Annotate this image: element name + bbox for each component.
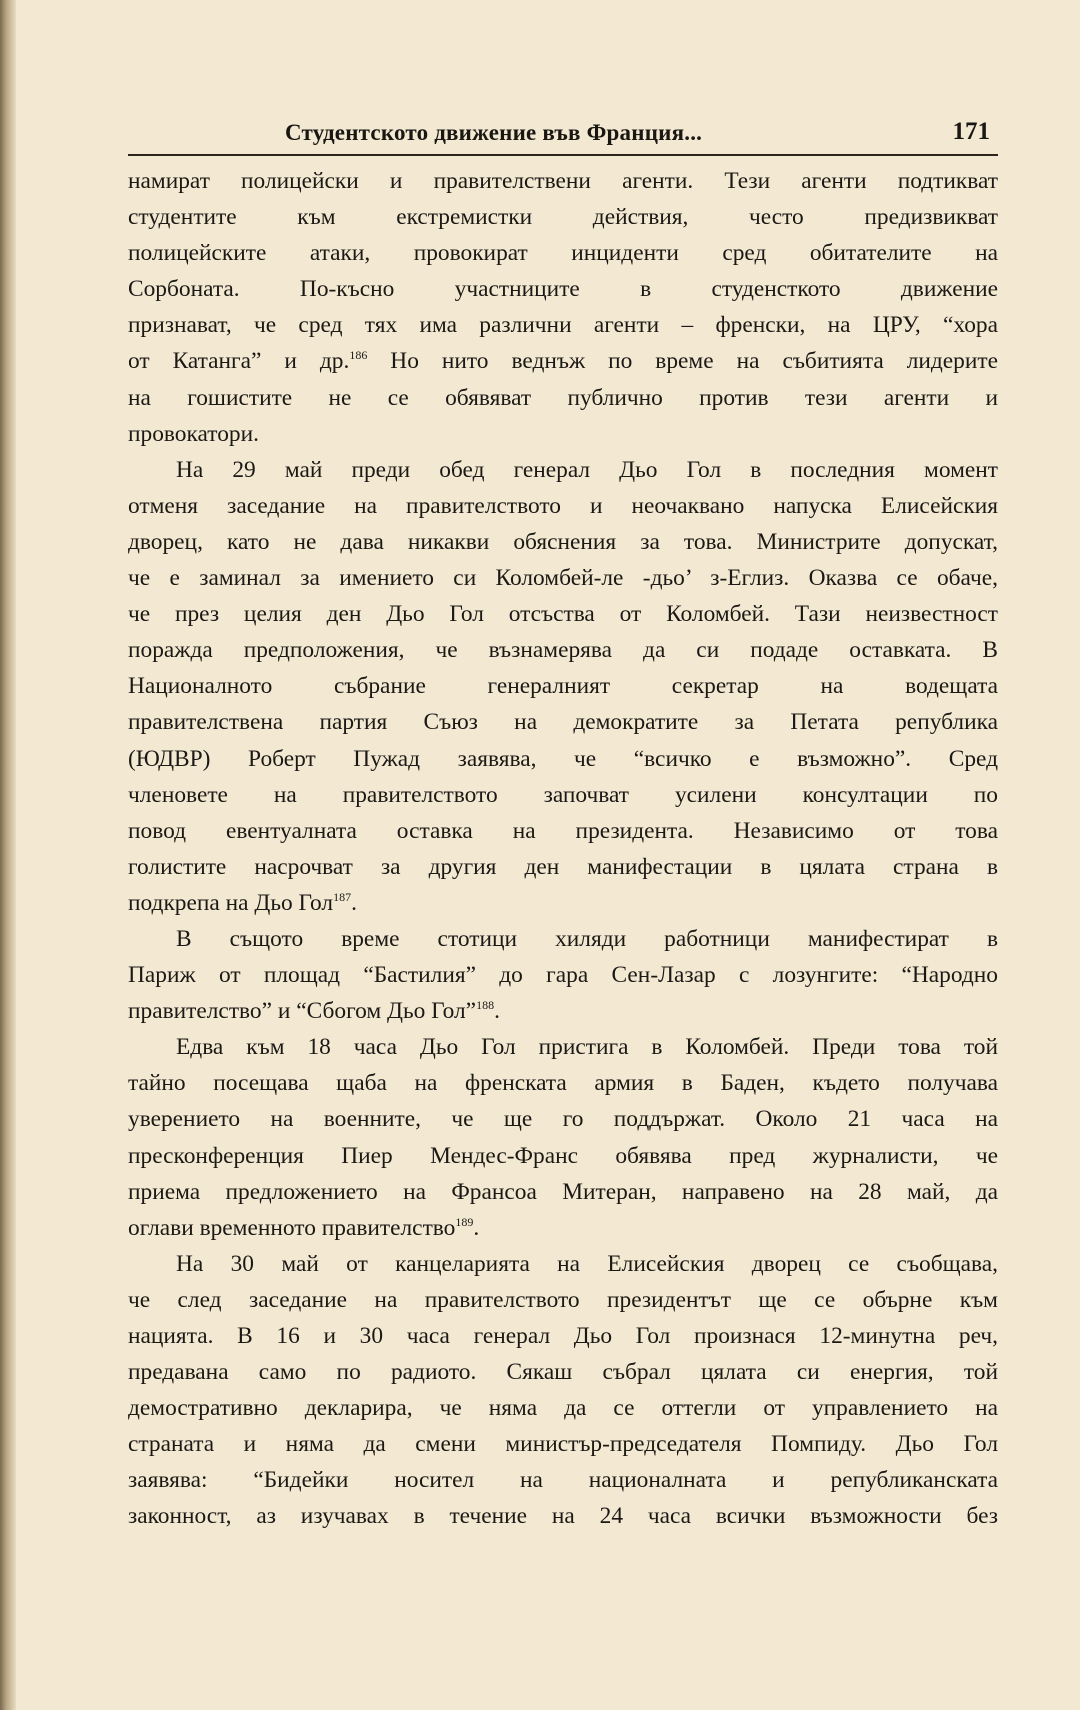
line-text: на гошистите не се обявяват публично против тези агенти и [128, 384, 998, 411]
line-text: Сорбоната. По-късно участниците в студенсткото движение [128, 276, 998, 303]
line-text-after: . [351, 889, 357, 916]
text-line [128, 1318, 998, 1354]
text-line [128, 199, 998, 235]
line-text: че през целия ден Дьо Гол отсъства от Коломбей. Тази неизвестност [128, 601, 998, 628]
text-line [128, 1029, 998, 1065]
text-line [128, 343, 998, 379]
text-line [128, 416, 998, 452]
text-line [128, 1210, 998, 1246]
text-line [128, 235, 998, 271]
text-line [128, 1354, 998, 1390]
line-text: поражда предположения, че възнамерява да си подаде оставката. В [128, 637, 998, 664]
line-text: голистите насрочват за другия ден манифестации в цялата страна в [128, 853, 998, 880]
line-text: предавана само по радиото. Сякаш събрал цялата си енергия, той [128, 1359, 998, 1386]
line-text: отменя заседание на правителството и неочаквано напуска Елисейския [128, 492, 998, 519]
line-text: признават, че сред тях има различни агенти – френски, на ЦРУ, “хора [128, 312, 998, 339]
text-line [128, 307, 998, 343]
book-spine-shadow [0, 0, 16, 1710]
line-text: пресконференция Пиер Мендес-Франс обявява пред журналисти, че [128, 1142, 998, 1169]
text-line [128, 668, 998, 704]
text-line [128, 560, 998, 596]
line-text: заявява: “Бидейки носител на националната и републиканската [128, 1467, 998, 1494]
line-text-after: Но нито веднъж по време на събитията лидерите [367, 348, 998, 375]
line-text: (ЮДВР) Роберт Пужад заявява, че “всичко е възможно”. Сред [128, 745, 998, 772]
line-text: Едва към 18 часа Дьо Гол пристига в Коломбей. Преди това той [176, 1034, 998, 1061]
text-line [128, 885, 998, 921]
line-text: намират полицейски и правителствени агенти. Тези агенти подтикват [128, 168, 998, 194]
text-line [128, 488, 998, 524]
line-text-after: . [473, 1214, 480, 1241]
text-line [128, 993, 998, 1029]
text-line [128, 1174, 998, 1210]
text-line [128, 1426, 998, 1462]
body-text [128, 163, 998, 1535]
line-text: Париж от площад “Бастилия” до гара Сен-Лазар с лозунгите: “Народно [128, 962, 998, 989]
page-number: 171 [952, 118, 990, 145]
line-text: правителство” и “Сбогом Дьо Гол” [128, 998, 477, 1025]
footnote-ref: 188 [476, 998, 495, 1013]
line-text: страната и няма да смени министър-председателя Помпиду. Дьо Гол [128, 1431, 998, 1458]
footnote-ref: 186 [349, 348, 368, 363]
line-text: тайно посещава щаба на френската армия в Баден, където получава [128, 1070, 998, 1097]
line-text: дворец, като не дава никакви обяснения за това. Министрите допускат, [128, 528, 998, 555]
header-rule [128, 154, 998, 156]
text-line [128, 777, 998, 813]
text-line [128, 1462, 998, 1498]
line-text: студентите към екстремистки действия, често предизвикват [128, 204, 998, 231]
running-title: Студентското движение във Франция... [285, 120, 703, 145]
text-line [128, 849, 998, 885]
line-text: провокатори. [128, 420, 259, 447]
line-text: повод евентуалната оставка на президента. Независимо от това [128, 817, 998, 844]
line-text: На 29 май преди обед генерал Дьо Гол в последния момент [176, 456, 998, 483]
line-text: демостративно декларира, че няма да се оттегли от управлението на [128, 1395, 998, 1422]
text-line [128, 632, 998, 668]
text-line [128, 596, 998, 632]
page-header [128, 118, 1000, 152]
text-line [128, 921, 998, 957]
text-line [128, 813, 998, 849]
text-line [128, 1138, 998, 1174]
line-text: правителствена партия Съюз на демократите за Петата република [128, 709, 998, 736]
line-text: от Катанга” и др. [128, 348, 350, 375]
line-text: уверението на военните, че ще го поддържат. Около 21 часа на [128, 1106, 998, 1133]
text-line [128, 271, 998, 307]
line-text: нацията. В 16 и 30 часа генерал Дьо Гол произнася 12-минутна реч, [128, 1323, 998, 1349]
text-line [128, 1390, 998, 1426]
line-text: приема предложението на Франсоа Митеран, направено на 28 май, да [128, 1178, 998, 1205]
line-text: членовете на правителството започват усилени консултации по [128, 781, 998, 808]
footnote-ref: 189 [455, 1214, 474, 1229]
text-line [128, 957, 998, 993]
text-line [128, 1246, 998, 1282]
line-text: Националното събрание генералният секретар на водещата [128, 673, 998, 700]
text-line [128, 163, 998, 199]
text-line [128, 524, 998, 560]
line-text: полицейските атаки, провокират инциденти сред обитателите на [128, 240, 998, 267]
line-text: На 30 май от канцеларията на Елисейския дворец се съобщава, [176, 1250, 998, 1277]
line-text-after: . [494, 998, 500, 1025]
text-line [128, 741, 998, 777]
text-line [128, 1065, 998, 1101]
text-line [128, 1101, 998, 1137]
footnote-ref: 187 [333, 889, 352, 904]
text-line [128, 704, 998, 740]
text-line [128, 452, 998, 488]
text-line [128, 380, 998, 416]
line-text: оглави временното правителство [128, 1214, 456, 1241]
text-line [128, 1282, 998, 1318]
line-text: че след заседание на правителството президентът ще се обърне към [128, 1286, 998, 1313]
text-line [128, 1498, 998, 1534]
line-text: че е заминал за имението си Коломбей-ле -дьо’ з-Еглиз. Оказва се обаче, [128, 565, 998, 592]
line-text: подкрепа на Дьо Гол [128, 889, 334, 916]
line-text: законност, аз изучавах в течение на 24 часа всички възможности без [128, 1503, 998, 1530]
line-text: В същото време стотици хиляди работници манифестират в [176, 925, 998, 952]
